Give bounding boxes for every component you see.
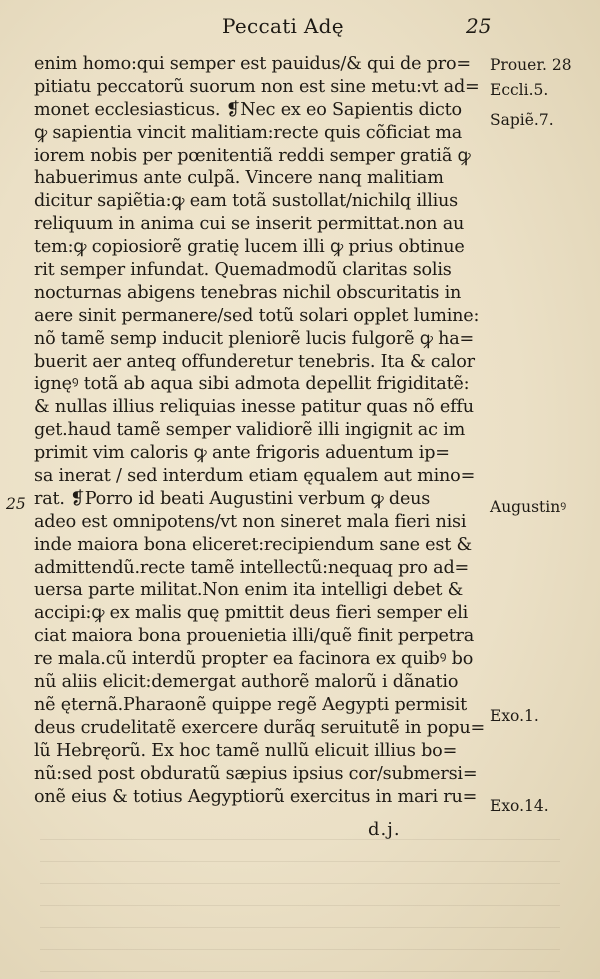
text-line: buerit aer anteq offunderetur tenebris. Ita & calor (34, 351, 475, 372)
margin-line-number: 25 (6, 495, 26, 513)
text-line: monet ecclesiasticus. ❡Nec ex eo Sapientis dicto (34, 99, 462, 120)
margin-note-sapientia: Sapiẽ.7. (490, 111, 554, 129)
text-line: iorem nobis per pœnitentiã reddi semper gratiã ꝙ (34, 145, 471, 166)
text-line: uersa parte militat.Non enim ita intelligi debet & (34, 580, 464, 601)
text-line: nũ aliis elicit:demergat authorẽ malorũ i dãnatio (34, 672, 459, 693)
text-line: enim homo:qui semper est pauidus/& qui de pro= (34, 54, 471, 74)
text-line: inde maiora bona eliceret:recipiendum sane est & (34, 534, 472, 555)
margin-note-ecclesiasticus: Eccli.5. (490, 81, 549, 99)
text-line: reliquum in anima cui se inserit permittat.non au (34, 214, 465, 235)
body-text (34, 53, 486, 808)
text-line: get.haud tamẽ semper validiorẽ illi ingignit ac im (34, 420, 466, 441)
text-line: primit vim caloris ꝙ ante frigoris aduentum ip= (34, 443, 450, 464)
text-line: admittendũ.recte tamẽ intellectũ:nequaq pro ad= (34, 557, 470, 578)
text-line: tem:ꝙ copiosiorẽ gratię lucem illi ꝙ prius obtinue (34, 237, 465, 258)
text-line: aere sinit permanere/sed totũ solari opplet lumine: (34, 305, 480, 326)
show-through-texture (40, 832, 560, 972)
text-line: lũ Hebręorũ. Ex hoc tamẽ nullũ elicuit illius bo= (34, 740, 458, 761)
page-number: 25 (466, 14, 492, 38)
text-line: nũ:sed post obduratũ sæpius ipsius cor/submersi= (34, 763, 478, 784)
running-title: Peccati Adę (222, 14, 344, 38)
text-line: habuerimus ante culpã. Vincere nanq malitiam (34, 168, 444, 189)
text-line: accipi:ꝙ ex malis quę pmittit deus fieri semper eli (34, 603, 469, 624)
text-line: sa inerat / sed interdum etiam ęqualem aut mino= (34, 466, 476, 487)
margin-note-proverbs: Prouer. 28 (490, 56, 572, 74)
text-line: rit semper infundat. Quemadmodũ claritas solis (34, 260, 452, 281)
margin-note-exodus-14: Exo.14. (490, 797, 549, 815)
text-line: nõ tamẽ semp inducit pleniorẽ lucis fulgorẽ ꝙ ha= (34, 328, 475, 349)
text-line: dicitur sapiẽtia:ꝙ eam totã sustollat/nichilq illius (34, 191, 459, 212)
text-line: rat. ❡Porro id beati Augustini verbum ꝙ deus (34, 488, 431, 509)
margin-note-exodus-1: Exo.1. (490, 707, 539, 725)
text-line: & nullas illius reliquias inesse patitur quas nõ effu (34, 397, 474, 418)
text-line: nẽ ęternã.Pharaonẽ quippe regẽ Aegypti permisit (34, 694, 467, 715)
text-line: adeo est omnipotens/vt non sineret mala fieri nisi (34, 511, 467, 532)
text-line: ciat maiora bona prouenietia illi/quẽ finit perpetra (34, 626, 475, 647)
text-line: deus crudelitatẽ exercere durãq seruitutẽ in popu= (34, 717, 485, 738)
signature-mark: d.j. (368, 819, 401, 840)
text-line: ignęꝰ totã ab aqua sibi admota depellit frigiditatẽ: (34, 374, 470, 395)
text-line: pitiatu peccatorũ suorum non est sine metu:vt ad= (34, 76, 480, 97)
text-line: ꝙ sapientia vincit malitiam:recte quis cõficiat ma (34, 122, 462, 143)
text-line: nocturnas abigens tenebras nichil obscuritatis in (34, 282, 462, 303)
text-line: onẽ eius & totius Aegyptiorũ exercitus in mari ru= (34, 786, 478, 807)
margin-note-augustinus: Augustinꝰ (490, 498, 567, 516)
text-line: re mala.cũ interdũ propter ea facinora ex quibꝰ bo (34, 649, 474, 670)
